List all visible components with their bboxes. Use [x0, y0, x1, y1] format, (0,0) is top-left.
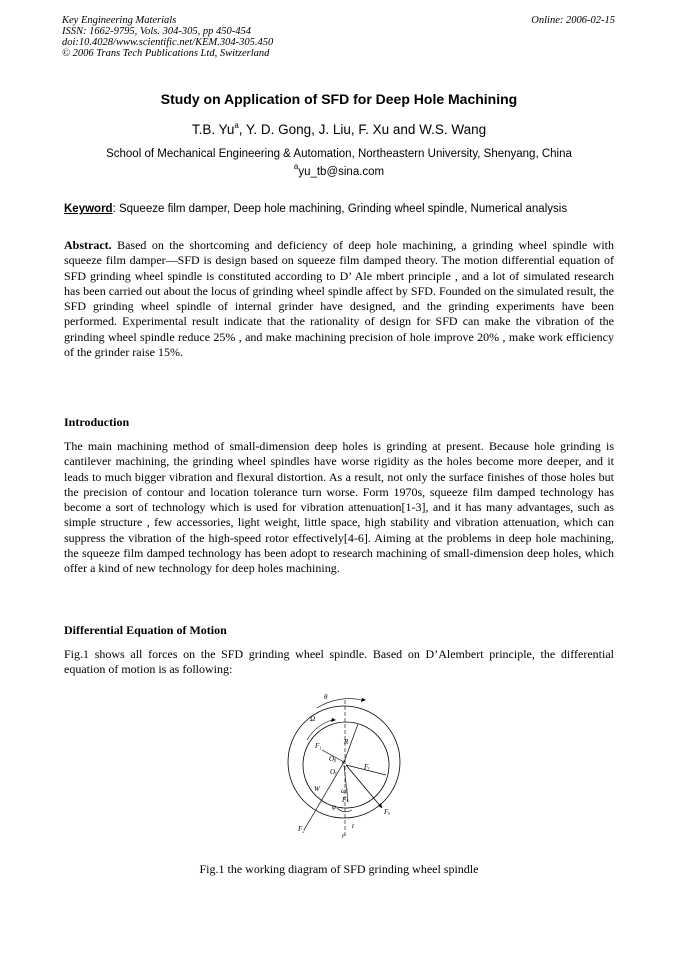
- omega-label: Ω: [310, 715, 316, 723]
- figure-caption: Fig.1 the working diagram of SFD grinding wheel spindle: [199, 862, 479, 876]
- f2-line: [304, 808, 317, 830]
- phi-arc: [337, 808, 352, 812]
- abstract-paragraph: [64, 238, 614, 360]
- omega-arrow: [307, 720, 332, 740]
- fu-line: [346, 765, 382, 808]
- f1-label: F₁: [315, 742, 322, 750]
- differential-paragraph: Fig.1 shows all forces on the SFD grinding wheel spindle. Based on D’Alembert principle, the differential equation of motion is as following:: [64, 647, 614, 677]
- issn-line: ISSN: 1662-9795, Vols. 304-305, pp 450-454: [62, 26, 251, 37]
- t-label: t: [352, 822, 354, 830]
- omega-t-label: ωt: [341, 787, 348, 795]
- online-date: Online: 2006-02-15: [531, 15, 615, 26]
- author-email: [0, 162, 678, 178]
- author-rest: , Y. D. Gong, J. Liu, F. Xu and W.S. Wang: [238, 122, 487, 137]
- differential-heading: Differential Equation of Motion: [64, 623, 227, 637]
- doi-line[interactable]: doi:10.4028/www.scientific.net/KEM.304-305.450: [62, 37, 274, 48]
- ob-label: Oᵦ: [329, 755, 337, 763]
- abstract-label: Abstract.: [64, 238, 112, 252]
- theta-label: θ: [324, 693, 328, 701]
- author-first: T.B. Yu: [191, 122, 235, 137]
- journal-header: [62, 15, 615, 59]
- copyright-line: © 2006 Trans Tech Publications Ltd, Switzerland: [62, 48, 270, 59]
- f2-label: F₂: [298, 825, 305, 833]
- abstract-text: Based on the shortcoming and deficiency of deep hole machining, a grinding wheel spindle with squeeze film damper—SFD is design based on squeeze film damped theory. The motion differential equation of SFD grinding wheel spindle is constituted according to D’ Ale mbert principle , and a lot of simulated research has been carried out about the locus of grinding wheel spindle affect by SFD. Founded on the simulated result, the SFD grinding wheel spindle of internal grinder have designed, and the grinding experiments have been performed. Experimental result indicate that the rationality of design for SFD can make the vibration of the grinding wheel spindle reduce 25% , and make machining precision of hole improve 20% , make work efficiency of the grinder raise 15%.: [64, 238, 614, 360]
- affiliation: School of Mechanical Engineering & Automation, Northeastern University, Shenyang, China: [106, 148, 572, 160]
- r-label: R: [344, 738, 349, 746]
- e-label: e: [342, 758, 346, 766]
- keywords-text: : Squeeze film damper, Deep hole machining, Grinding wheel spindle, Numerical analysis: [112, 203, 568, 215]
- r-small-label: r: [342, 832, 345, 840]
- keywords-label: Keyword: [64, 203, 113, 215]
- theta-arrowhead: [361, 698, 366, 702]
- introduction-heading: Introduction: [64, 415, 130, 429]
- author-list: [0, 122, 678, 137]
- omega-arrowhead: [331, 718, 336, 722]
- sfd-force-diagram: [282, 690, 402, 840]
- introduction-paragraph: The main machining method of small-dimension deep holes is grinding at present. Because hole grinding is cantilever machining, the grinding wheel spindles have worse rigidity as the holes become more deeper, and it leads to much bigger vibration and flexural distortion. As a result, not only the surface finishes of those holes but the precision of contour and location tolerance turn worse. Form 1970s, squeeze film damped technology has become a sort of technology which is used for vibration attenuation[1-3], and it has many advantages, such as simple structure , few accessories, light weight, little space, high stability and vibration attenuation, which can suppress the vibration of the high-speed rotor effectively[4-6]. Aiming at the problems in deep hole machining, the squeeze film damped technology has been adopt to research machining of small-dimension deep holes, which offer a kind of new technology for deep holes machining.: [64, 439, 614, 576]
- email-address[interactable]: yu_tb@sina.com: [298, 166, 385, 178]
- fr-label: Fᵣ: [364, 763, 370, 771]
- paper-title: Study on Application of SFD for Deep Hole Machining: [160, 91, 518, 107]
- keywords-line: [64, 203, 624, 215]
- ft-label: Fₜ: [342, 796, 349, 804]
- w-label: W: [314, 785, 320, 793]
- oj-label: Oⱼ: [330, 768, 337, 776]
- fu-label: Fᵤ: [384, 808, 391, 816]
- phi-label: φ: [332, 803, 336, 811]
- author-first-superscript: a: [234, 121, 239, 130]
- email-superscript: a: [293, 162, 299, 171]
- journal-name: Key Engineering Materials: [62, 15, 177, 26]
